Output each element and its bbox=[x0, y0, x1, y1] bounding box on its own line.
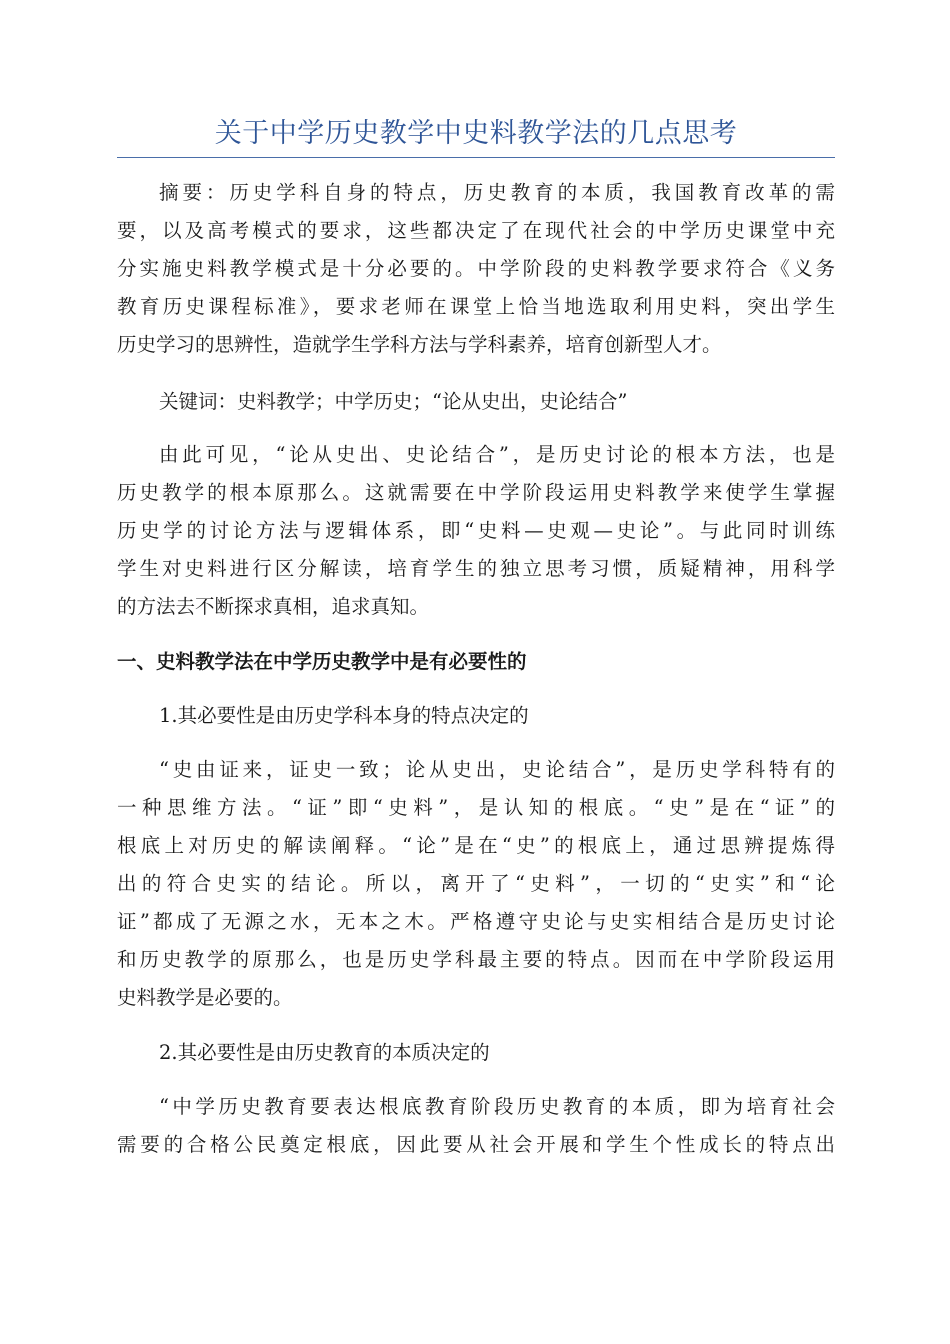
subsection-paragraph bbox=[117, 751, 835, 1017]
abstract-line: 教育历史课程标准》，要求老师在课堂上恰当地选取利用史料，突出学生 bbox=[117, 295, 835, 318]
paragraph-line: 证”都成了无源之水，无本之木。严格遵守史论与史实相结合是历史讨论 bbox=[117, 910, 835, 933]
abstract-paragraph bbox=[117, 174, 835, 364]
subsection-heading: 2.其必要性是由历史教育的本质决定的 bbox=[159, 1041, 490, 1064]
intro-line: 历史学的讨论方法与逻辑体系，即“史料—史观—史论”。与此同时训练 bbox=[117, 519, 835, 542]
intro-paragraph bbox=[117, 436, 835, 626]
abstract-line: 分实施史料教学模式是十分必要的。中学阶段的史料教学要求符合《义务 bbox=[117, 257, 835, 280]
subsection-paragraph bbox=[117, 1088, 835, 1164]
abstract-line: 要，以及高考模式的要求，这些都决定了在现代社会的中学历史课堂中充 bbox=[117, 219, 835, 242]
document-title: 关于中学历史教学中史料教学法的几点思考 bbox=[214, 118, 738, 149]
keywords-line: 关键词：史料教学；中学历史；“论从史出，史论结合” bbox=[159, 390, 628, 413]
paragraph-line: 史料教学是必要的。 bbox=[117, 986, 293, 1009]
paragraph-line: 需要的合格公民奠定根底，因此要从社会开展和学生个性成长的特点出 bbox=[117, 1133, 835, 1156]
paragraph-line: 出的符合史实的结论。所以，离开了“史料”，一切的“史实”和“论 bbox=[117, 872, 835, 895]
intro-line: 历史教学的根本原那么。这就需要在中学阶段运用史料教学来使学生掌握 bbox=[117, 481, 835, 504]
title-block bbox=[117, 113, 835, 158]
paragraph-line: 一种思维方法。“证”即“史料”，是认知的根底。“史”是在“证”的 bbox=[117, 796, 835, 819]
paragraph-line: 根底上对历史的解读阐释。“论”是在“史”的根底上，通过思辨提炼得 bbox=[117, 834, 835, 857]
paragraph-line: “中学历史教育要表达根底教育阶段历史教育的本质，即为培育社会 bbox=[159, 1095, 835, 1118]
abstract-line: 摘要：历史学科自身的特点，历史教育的本质，我国教育改革的需 bbox=[159, 181, 835, 204]
section-heading: 一、史料教学法在中学历史教学中是有必要性的 bbox=[117, 650, 527, 673]
paragraph-line: “史由证来，证史一致；论从史出，史论结合”，是历史学科特有的 bbox=[159, 758, 835, 781]
paragraph-line: 和历史教学的原那么，也是历史学科最主要的特点。因而在中学阶段运用 bbox=[117, 948, 835, 971]
abstract-line: 历史学习的思辨性，造就学生学科方法与学科素养，培育创新型人才。 bbox=[117, 333, 722, 356]
subsection-heading: 1.其必要性是由历史学科本身的特点决定的 bbox=[159, 704, 529, 727]
intro-line: 学生对史料进行区分解读，培育学生的独立思考习惯，质疑精神，用科学 bbox=[117, 557, 835, 580]
intro-line: 由此可见，“论从史出、史论结合”，是历史讨论的根本方法，也是 bbox=[159, 443, 835, 466]
intro-line: 的方法去不断探求真相，追求真知。 bbox=[117, 595, 430, 618]
